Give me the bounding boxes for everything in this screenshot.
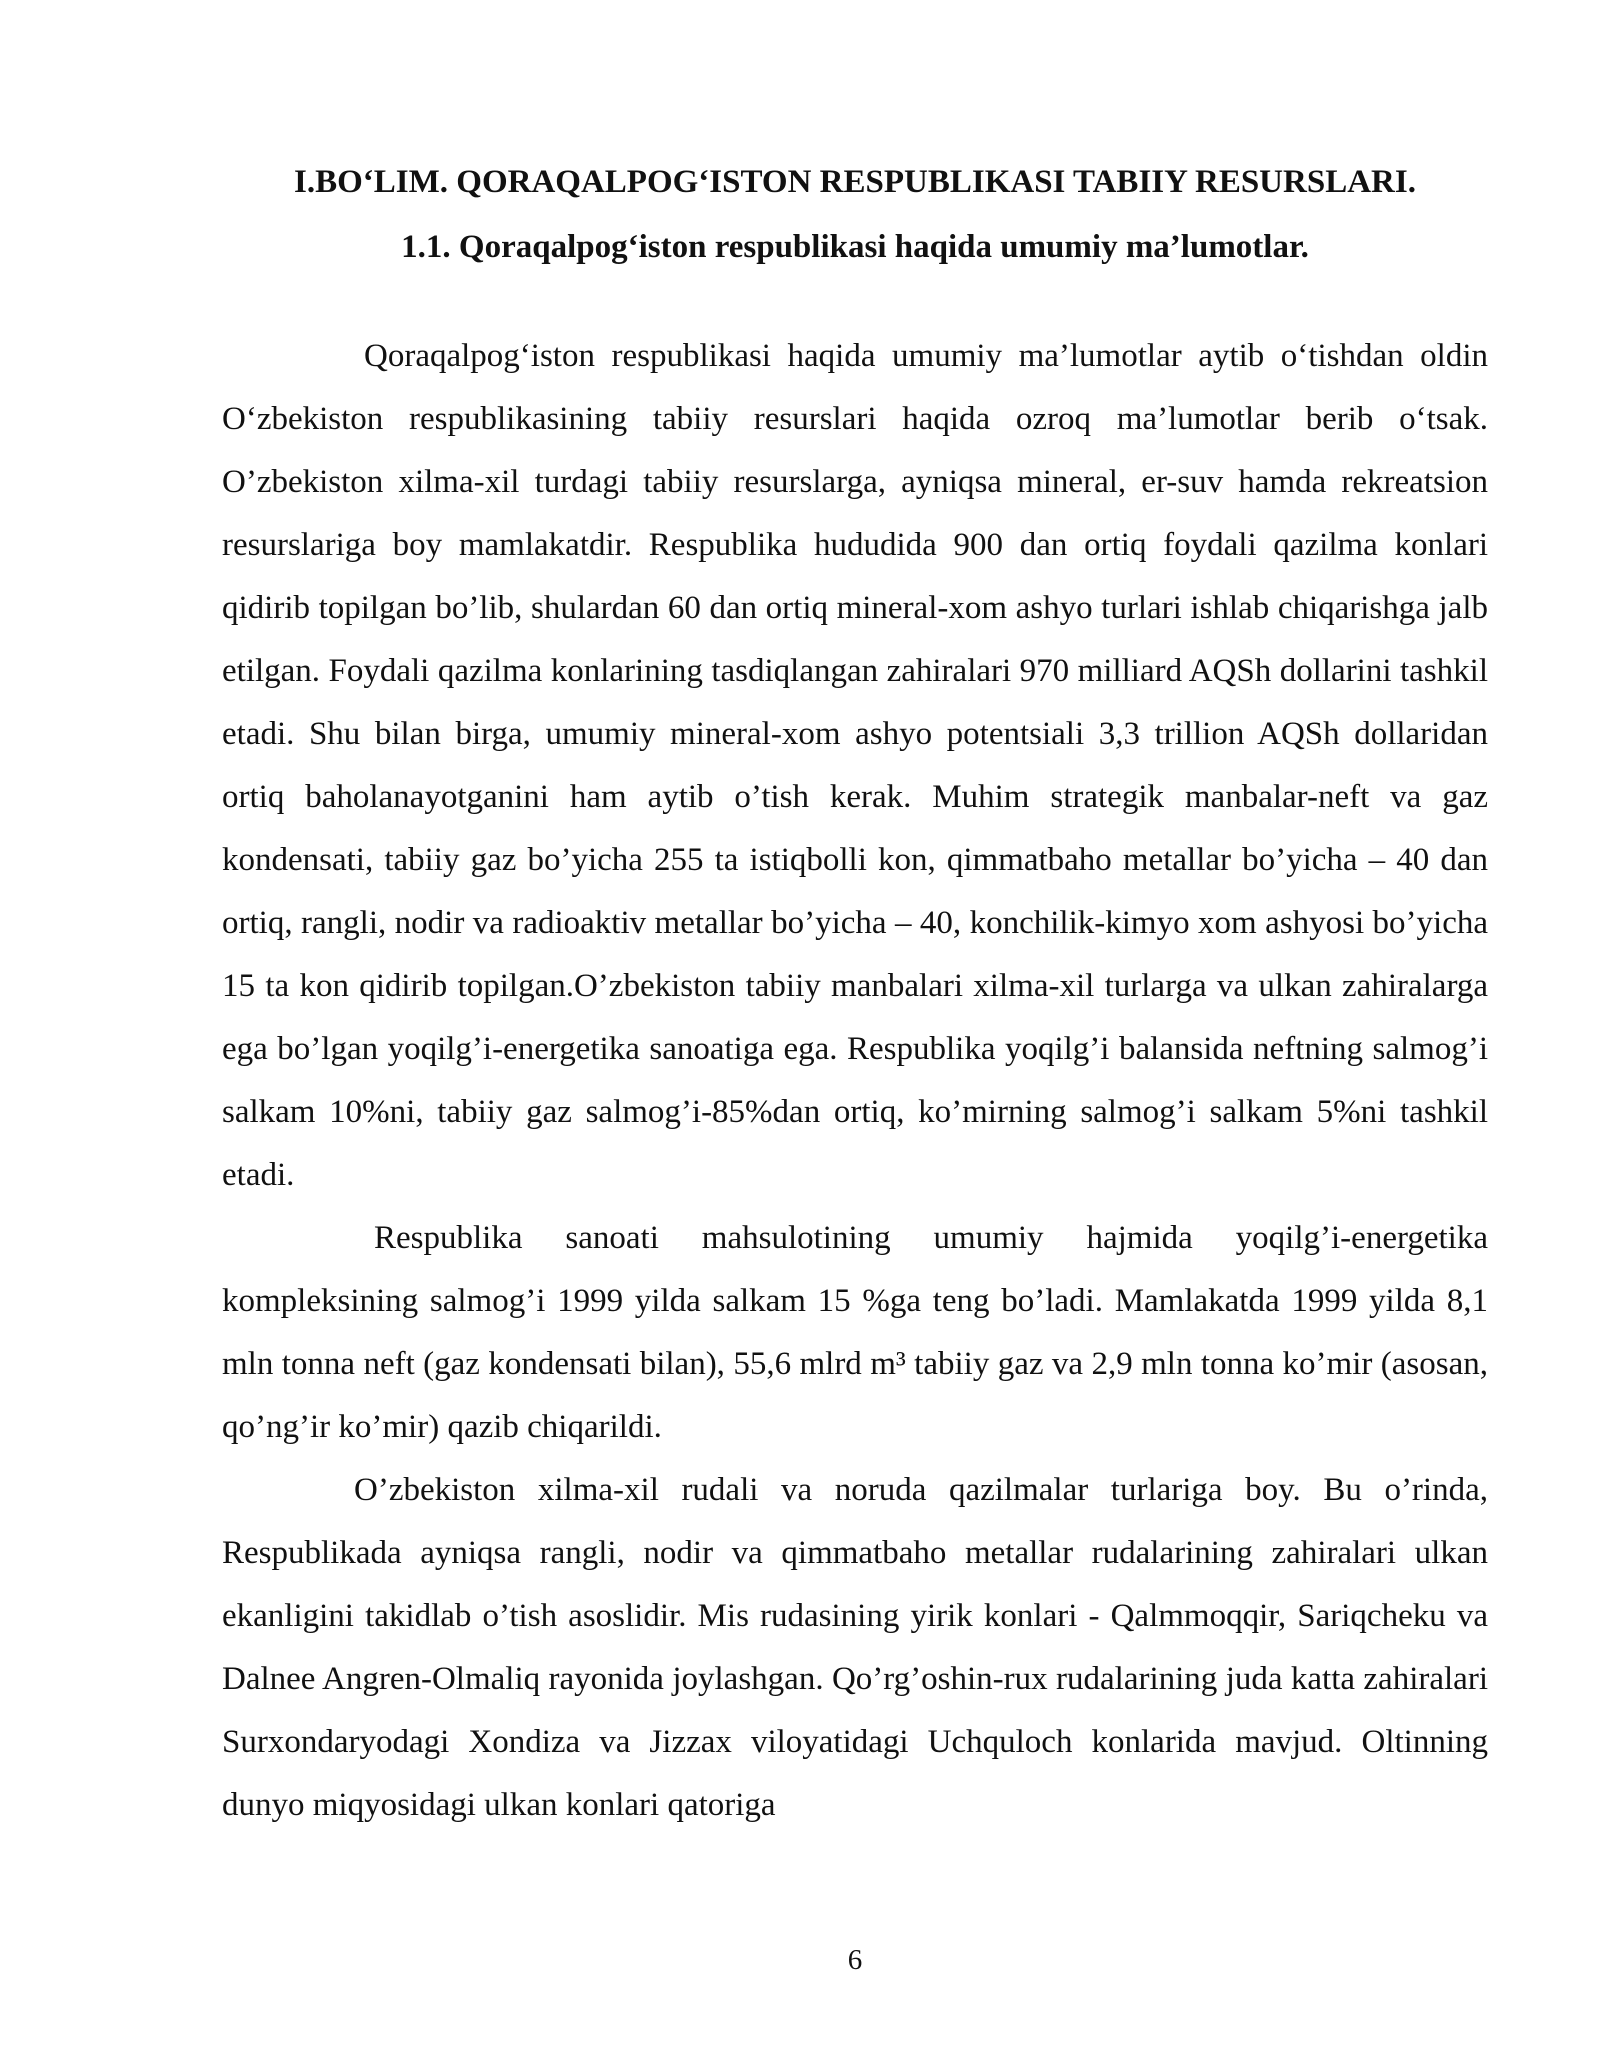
paragraph: Respublika sanoati mahsulotining umumiy hajmida yoqilg’i-energetika kompleksining salmog’i 1999 yilda salkam 15 %ga teng bo’ladi. Mamlakatda 1999 yilda 8,1 mln tonna neft (gaz kondensati bilan), 55,6 mlrd m³ tabiiy gaz va 2,9 mln tonna ko’mir (asosan, qo’ng’ir ko’mir) qazib chiqarildi.	[222, 1220, 1488, 1445]
section-title: I.BO‘LIM. QORAQALPOG‘ISTON RESPUBLIKASI TABIIY RESURSLARI.	[294, 164, 1416, 200]
body-text	[222, 325, 1488, 1837]
paragraph: Qoraqalpog‘iston respublikasi haqida umumiy ma’lumotlar aytib o‘tishdan oldin O‘zbekiston respublikasining tabiiy resurslari haqida ozroq ma’lumotlar berib o‘tsak. O’zbekiston xilma-xil turdagi tabiiy resurslarga, ayniqsa mineral, er-suv hamda rekreatsion resurslariga boy mamlakatdir. Respublika hududida 900 dan ortiq foydali qazilma konlari qidirib topilgan bo’lib, shulardan 60 dan ortiq mineral-xom ashyo turlari ishlab chiqarishga jalb etilgan. Foydali qazilma konlarining tasdiqlangan zahiralari 970 milliard AQSh dollarini tashkil etadi. Shu bilan birga, umumiy mineral-xom ashyo potentsiali 3,3 trillion AQSh dollaridan ortiq baholanayotganini ham aytib o’tish kerak. Muhim strategik manbalar-neft va gaz kondensati, tabiiy gaz bo’yicha 255 ta istiqbolli kon, qimmatbaho metallar bo’yicha – 40 dan ortiq, rangli, nodir va radioaktiv metallar bo’yicha – 40, konchilik-kimyo xom ashyosi bo’yicha 15 ta kon qidirib topilgan.O’zbekiston tabiiy manbalari xilma-xil turlarga va ulkan zahiralarga ega bo’lgan yoqilg’i-energetika sanoatiga ega. Respublika yoqilg’i balansida neftning salmog’i salkam 10%ni, tabiiy gaz salmog’i-85%dan ortiq, ko’mirning salmog’i salkam 5%ni tashkil etadi.	[222, 338, 1488, 1193]
page-number: 6	[847, 1944, 863, 1976]
paragraph: O’zbekiston xilma-xil rudali va noruda qazilmalar turlariga boy. Bu o’rinda, Respublikada ayniqsa rangli, nodir va qimmatbaho metallar rudalarining zahiralari ulkan ekanligini takidlab o’tish asoslidir. Mis rudasining yirik konlari - Qalmmoqqir, Sariqcheku va Dalnee Angren-Olmaliq rayonida joylashgan. Qo’rg’oshin-rux rudalarining juda katta zahiralari Surxondaryodagi Xondiza va Jizzax viloyatidagi Uchquloch konlarida mavjud. Oltinning dunyo miqyosidagi ulkan konlari qatoriga	[222, 1472, 1488, 1823]
subsection-title: 1.1. Qoraqalpog‘iston respublikasi haqida umumiy ma’lumotlar.	[401, 229, 1309, 265]
